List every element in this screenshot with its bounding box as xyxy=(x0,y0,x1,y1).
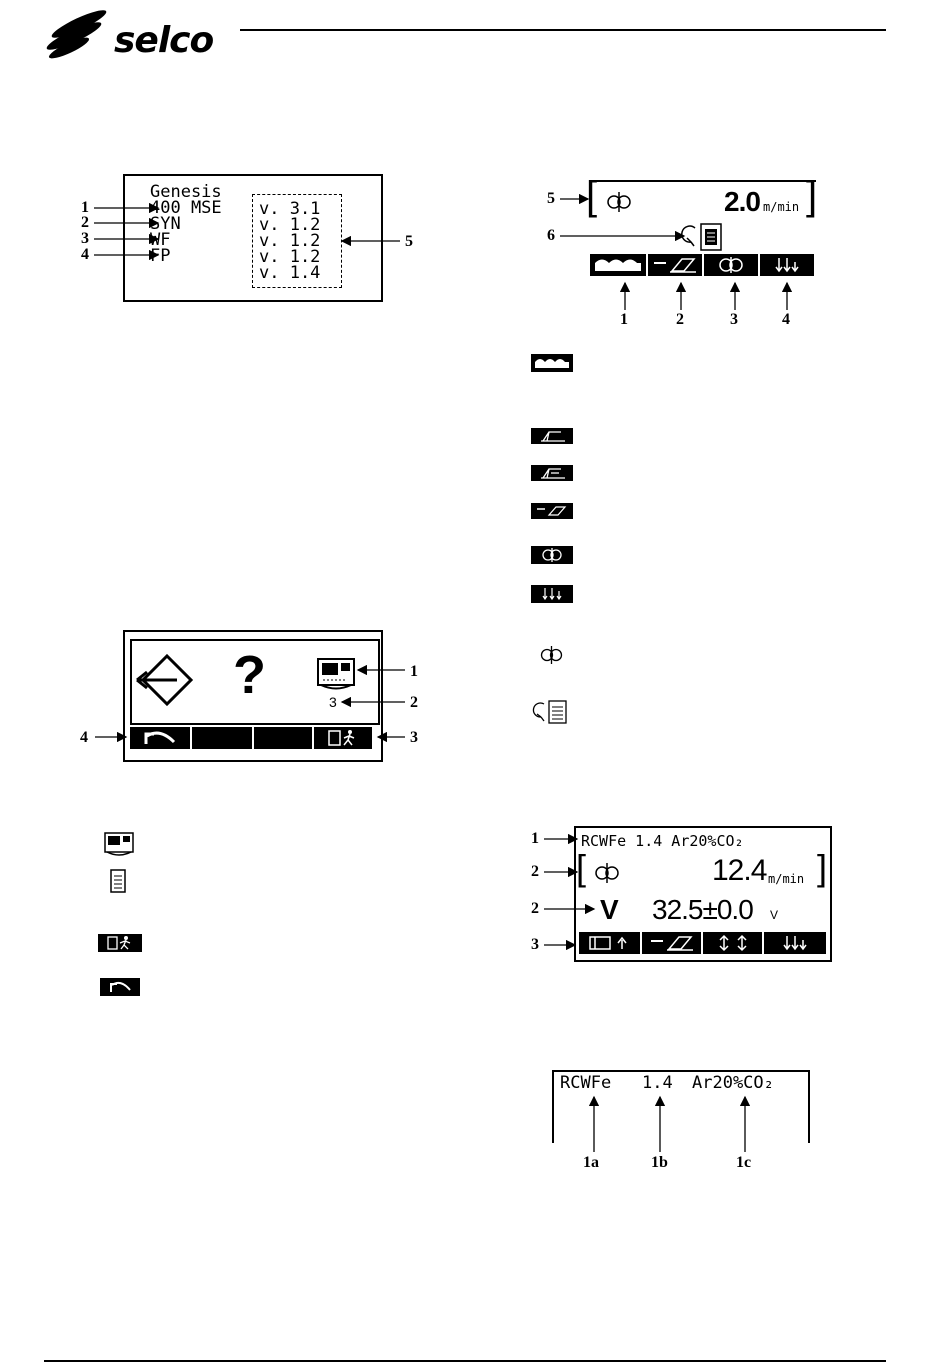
program-name: RCWFe 1.4 Ar20%CO₂ xyxy=(581,832,744,850)
bracket-right: ] xyxy=(817,847,828,888)
help-question-mark[interactable]: ? xyxy=(233,645,266,705)
callout-label: 1 xyxy=(410,663,418,680)
callout-label: 2 xyxy=(531,863,539,880)
bracket-left: [ xyxy=(586,174,598,218)
wire-speed-value: 2.0 xyxy=(724,186,760,217)
device-name: Genesis xyxy=(150,182,222,202)
callout-label: 1c xyxy=(736,1154,752,1171)
program-material: RCWFe xyxy=(560,1073,612,1093)
footer-rule xyxy=(44,1360,886,1362)
callout-label: 3 xyxy=(410,729,418,746)
syn-label: SYN xyxy=(150,214,181,234)
callout-label: 2 xyxy=(81,214,89,231)
fp-label: FP xyxy=(150,246,171,266)
program-gas: Ar20%CO₂ xyxy=(692,1073,774,1093)
bracket-right: ] xyxy=(806,174,818,218)
model-label: 400 MSE xyxy=(150,198,222,218)
voltage-label: V xyxy=(600,894,619,925)
version-value: v. 1.2 xyxy=(259,247,321,267)
callout-label: 1a xyxy=(583,1154,599,1171)
voltage-unit: V xyxy=(770,908,779,922)
version-value: v. 1.2 xyxy=(259,231,321,251)
callout-label: 5 xyxy=(547,190,555,207)
callout-label: 2 xyxy=(410,694,418,711)
callout-label: 4 xyxy=(80,729,88,746)
callout-label: 2 xyxy=(676,311,684,328)
callout-label: 1b xyxy=(651,1154,668,1171)
version-value: v. 1.4 xyxy=(259,263,321,283)
wire-speed-value: 12.4 xyxy=(712,854,767,887)
callout-label: 1 xyxy=(81,199,89,216)
voltage-value: 32.5±0.0 xyxy=(652,894,753,925)
version-value: v. 1.2 xyxy=(259,215,321,235)
wire-speed-unit: m/min xyxy=(763,200,800,214)
callout-label: 4 xyxy=(81,246,89,263)
version-value: v. 3.1 xyxy=(259,199,321,219)
wf-label: WF xyxy=(150,230,171,250)
callout-label: 4 xyxy=(782,311,790,328)
bracket-left: [ xyxy=(576,847,587,888)
callout-label: 6 xyxy=(547,227,555,244)
callout-label: 3 xyxy=(730,311,738,328)
callout-label: 3 xyxy=(531,936,539,953)
callout-label: 3 xyxy=(81,230,89,247)
program-diameter: 1.4 xyxy=(642,1073,673,1093)
callout-label: 5 xyxy=(405,233,413,250)
callout-label: 2 xyxy=(531,900,539,917)
device-count: 3 xyxy=(329,694,337,710)
callout-label: 1 xyxy=(531,830,539,847)
wire-speed-unit: m/min xyxy=(768,872,805,886)
brand-name: selco xyxy=(114,20,214,61)
callout-label: 1 xyxy=(620,311,628,328)
